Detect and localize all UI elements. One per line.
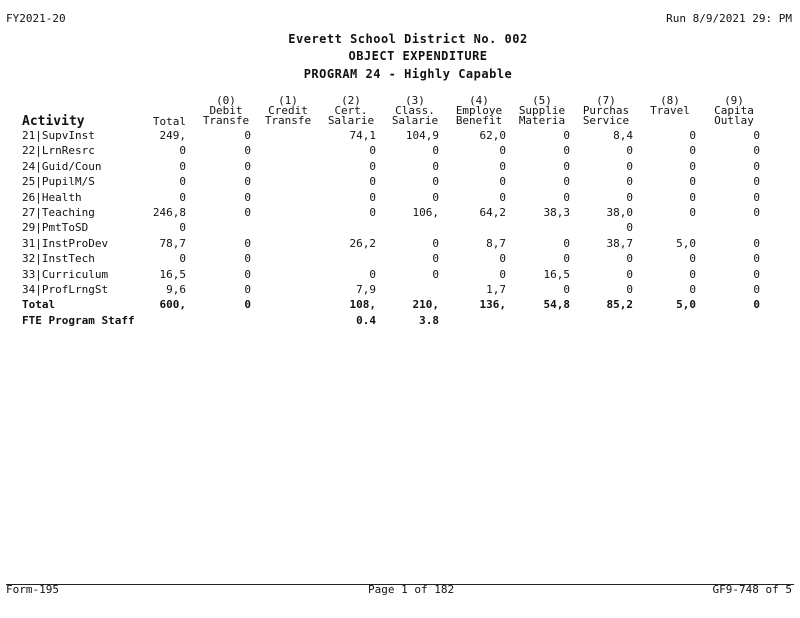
district-title: Everett School District No. 002 <box>288 32 528 46</box>
class-salaries-cell: 0 <box>432 191 439 204</box>
total-cell: 0 <box>179 160 186 173</box>
purchased-services-cell: 0 <box>626 191 633 204</box>
class-salaries-cell: 104,9 <box>405 129 439 142</box>
total-row <box>0 298 800 313</box>
capital-outlay-cell: 0 <box>753 283 760 296</box>
table-row <box>0 237 800 252</box>
debit-transfer-cell: 0 <box>244 283 251 296</box>
purchased-services-cell: 8,4 <box>613 129 633 142</box>
capital-outlay-column-header: (9) Capita Outlay <box>714 94 754 127</box>
supplies-materials-cell: 0 <box>563 252 570 265</box>
class-salaries-cell: 3.8 <box>419 314 439 327</box>
debit-transfer-cell: 0 <box>244 175 251 188</box>
purchased-services-cell: 85,2 <box>606 298 633 311</box>
class-salaries-cell: 0 <box>432 237 439 250</box>
table-row <box>0 221 800 236</box>
capital-outlay-cell: 0 <box>753 298 760 311</box>
capital-outlay-cell: 0 <box>753 191 760 204</box>
activity-cell: 25|PupilM/S <box>22 175 95 188</box>
travel-cell: 0 <box>689 175 696 188</box>
activity-cell: 22|LrnResrc <box>22 144 95 157</box>
total-cell: 600, <box>159 298 186 311</box>
class-salaries-cell: 0 <box>432 252 439 265</box>
class-salaries-cell: 0 <box>432 160 439 173</box>
debit-transfer-cell: 0 <box>244 298 251 311</box>
travel-cell: 0 <box>689 129 696 142</box>
cert-salaries-cell: 0.4 <box>356 314 376 327</box>
employee-benefits-cell: 0 <box>499 175 506 188</box>
activity-cell: 32|InstTech <box>22 252 95 265</box>
capital-outlay-cell: 0 <box>753 268 760 281</box>
travel-cell: 0 <box>689 144 696 157</box>
report-title: OBJECT EXPENDITURE <box>348 49 488 63</box>
total-cell: 0 <box>179 144 186 157</box>
total-cell: 249, <box>159 129 186 142</box>
supplies-materials-column-header: (5) Supplie Materia <box>518 94 566 127</box>
class-salaries-cell: 0 <box>432 144 439 157</box>
travel-cell: 5,0 <box>676 298 696 311</box>
total-cell: 78,7 <box>159 237 186 250</box>
supplies-materials-cell: 0 <box>563 191 570 204</box>
supplies-materials-cell: 0 <box>563 144 570 157</box>
total-cell: 0 <box>179 221 186 234</box>
table-row <box>0 191 800 206</box>
cert-salaries-cell: 74,1 <box>349 129 376 142</box>
capital-outlay-cell: 0 <box>753 252 760 265</box>
debit-transfer-cell: 0 <box>244 237 251 250</box>
debit-transfer-cell: 0 <box>244 129 251 142</box>
table-row <box>0 283 800 298</box>
purchased-services-cell: 38,7 <box>606 237 633 250</box>
supplies-materials-cell: 38,3 <box>543 206 570 219</box>
total-cell: 0 <box>179 252 186 265</box>
supplies-materials-cell: 54,8 <box>543 298 570 311</box>
employee-benefits-cell: 1,7 <box>486 283 506 296</box>
class-salaries-cell: 0 <box>432 268 439 281</box>
report-code-label: GF9-748 of 5 <box>712 583 792 596</box>
employee-benefits-cell: 0 <box>499 268 506 281</box>
activity-column-header: Activity <box>22 114 85 129</box>
employee-benefits-cell: 8,7 <box>486 237 506 250</box>
travel-cell: 0 <box>689 252 696 265</box>
cert-salaries-cell: 0 <box>369 144 376 157</box>
cert-salaries-cell: 0 <box>369 175 376 188</box>
activity-cell: 34|ProfLrngSt <box>22 283 109 296</box>
travel-cell: 5,0 <box>676 237 696 250</box>
table-row <box>0 268 800 283</box>
debit-transfer-cell: 0 <box>244 252 251 265</box>
cert-salaries-cell: 0 <box>369 191 376 204</box>
cert-salaries-cell: 7,9 <box>356 283 376 296</box>
purchased-services-cell: 0 <box>626 268 633 281</box>
class-salaries-cell: 210, <box>412 298 439 311</box>
employee-benefits-column-header: (4) Employe Benefit <box>455 94 503 127</box>
class-salaries-cell: 0 <box>432 175 439 188</box>
travel-cell: 0 <box>689 191 696 204</box>
purchased-services-cell: 0 <box>626 221 633 234</box>
supplies-materials-cell: 0 <box>563 175 570 188</box>
capital-outlay-cell: 0 <box>753 129 760 142</box>
capital-outlay-cell: 0 <box>753 144 760 157</box>
debit-transfer-cell: 0 <box>244 268 251 281</box>
purchased-services-cell: 0 <box>626 160 633 173</box>
employee-benefits-cell: 0 <box>499 160 506 173</box>
table-row <box>0 175 800 190</box>
debit-transfer-cell: 0 <box>244 206 251 219</box>
employee-benefits-cell: 64,2 <box>479 206 506 219</box>
supplies-materials-cell: 0 <box>563 283 570 296</box>
purchased-services-cell: 0 <box>626 175 633 188</box>
debit-transfer-cell: 0 <box>244 191 251 204</box>
table-row <box>0 129 800 144</box>
cert-salaries-cell: 26,2 <box>349 237 376 250</box>
travel-cell: 0 <box>689 160 696 173</box>
employee-benefits-cell: 136, <box>479 298 506 311</box>
activity-cell: 31|InstProDev <box>22 237 109 250</box>
debit-transfer-cell: 0 <box>244 144 251 157</box>
purchased-services-cell: 0 <box>626 252 633 265</box>
activity-cell: Total <box>22 298 56 311</box>
purchased-services-cell: 38,0 <box>606 206 633 219</box>
activity-cell: 21|SupvInst <box>22 129 95 142</box>
total-cell: 16,5 <box>159 268 186 281</box>
employee-benefits-cell: 62,0 <box>479 129 506 142</box>
travel-cell: 0 <box>689 206 696 219</box>
activity-cell: 33|Curriculum <box>22 268 109 281</box>
debit-transfer-column-header: (0) Debit Transfe <box>202 94 250 127</box>
debit-transfer-cell: 0 <box>244 160 251 173</box>
activity-cell: 26|Health <box>22 191 82 204</box>
purchased-services-column-header: (7) Purchas Service <box>582 94 630 127</box>
credit-transfer-column-header: (1) Credit Transfe <box>264 94 312 127</box>
table-row <box>0 206 800 221</box>
purchased-services-cell: 0 <box>626 283 633 296</box>
purchased-services-cell: 0 <box>626 144 633 157</box>
cert-salaries-cell: 0 <box>369 206 376 219</box>
total-cell: 0 <box>179 191 186 204</box>
class-salaries-cell: 106, <box>412 206 439 219</box>
capital-outlay-cell: 0 <box>753 206 760 219</box>
employee-benefits-cell: 0 <box>499 191 506 204</box>
capital-outlay-cell: 0 <box>753 237 760 250</box>
travel-cell: 0 <box>689 283 696 296</box>
capital-outlay-cell: 0 <box>753 160 760 173</box>
cert-salaries-cell: 108, <box>349 298 376 311</box>
cert-salaries-cell: 0 <box>369 268 376 281</box>
cert-salaries-column-header: (2) Cert. Salarie <box>327 94 375 127</box>
activity-cell: 29|PmtToSD <box>22 221 89 234</box>
employee-benefits-cell: 0 <box>499 252 506 265</box>
employee-benefits-cell: 0 <box>499 144 506 157</box>
run-date-label: Run 8/9/2021 29: PM <box>666 12 792 25</box>
table-row <box>0 252 800 267</box>
supplies-materials-cell: 16,5 <box>543 268 570 281</box>
program-title: PROGRAM 24 - Highly Capable <box>303 67 513 81</box>
cert-salaries-cell: 0 <box>369 160 376 173</box>
capital-outlay-cell: 0 <box>753 175 760 188</box>
fte-row <box>0 314 800 329</box>
form-number-label: Form-195 <box>6 583 59 596</box>
travel-column-header: (8) Travel <box>650 94 690 117</box>
fiscal-year-label: FY2021-20 <box>6 12 66 25</box>
supplies-materials-cell: 0 <box>563 160 570 173</box>
class-salaries-column-header: (3) Class. Salarie <box>391 94 439 127</box>
supplies-materials-cell: 0 <box>563 129 570 142</box>
supplies-materials-cell: 0 <box>563 237 570 250</box>
total-cell: 9,6 <box>166 283 186 296</box>
page-number-label: Page 1 of 182 <box>368 583 455 596</box>
activity-cell: FTE Program Staff <box>22 314 135 327</box>
travel-cell: 0 <box>689 268 696 281</box>
total-cell: 246,8 <box>152 206 186 219</box>
total-cell: 0 <box>179 175 186 188</box>
activity-cell: 24|Guid/Coun <box>22 160 102 173</box>
activity-cell: 27|Teaching <box>22 206 95 219</box>
table-row <box>0 160 800 175</box>
table-row <box>0 144 800 159</box>
total-column-header: Total <box>152 115 186 128</box>
